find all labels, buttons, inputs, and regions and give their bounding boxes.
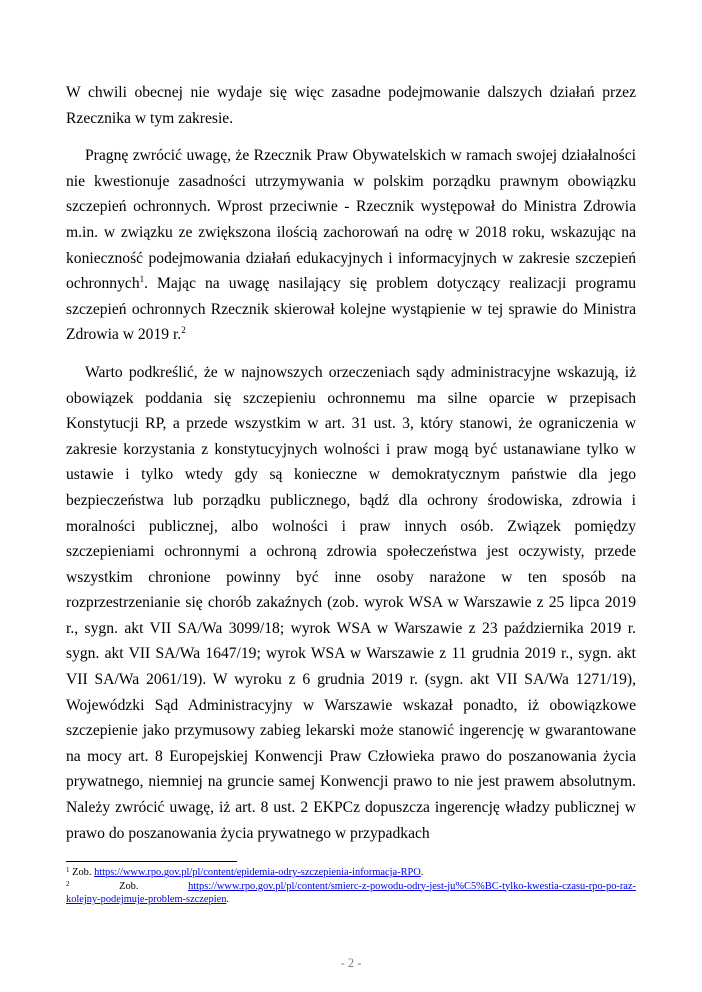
paragraph-2 <box>66 143 636 348</box>
paragraph-2-part-2: . Mając na uwagę nasilający się problem dotyczący realizacji programu szczepień ochronnych Rzecznik skierował kolejne wystąpienie w tej sprawie do Ministra Zdrowia w 2019 r. <box>66 275 636 344</box>
footnote-2-link-part-1[interactable]: https://www.rpo.gov.pl/pl/content/smierc-z-powodu-odry-jest-ju%C5%BC-tylko-kwestia-czasu-rpo-po-raz- <box>188 880 636 892</box>
footnote-1-number: 1 <box>66 866 70 874</box>
footnote-1-link[interactable]: https://www.rpo.gov.pl/pl/content/epidemia-odry-szczepienia-informacja-RPO <box>94 867 421 878</box>
footnote-2-prefix: Zob. <box>119 880 139 892</box>
footnote-separator <box>66 861 237 862</box>
body-text <box>66 80 636 858</box>
footnote-1 <box>66 866 636 880</box>
footnote-ref-2[interactable]: 2 <box>181 325 186 336</box>
footnote-2-line-1 <box>66 880 636 894</box>
paragraph-3: Warto podkreślić, że w najnowszych orzeczeniach sądy administracyjne wskazują, iż obowiązek poddania się szczepieniu ochronnemu ma silne oparcie w przepisach Konstytucji RP, a przede wszystkim w art. 31 ust. 3, który stanowi, że ograniczenia w zakresie korzystania z konstytucyjnych wolności i praw mogą być ustanawiane tylko w ustawie i tylko wtedy gdy są konieczne w demokratycznym państwie dla jego bezpieczeństwa lub porządku publicznego, bądź dla ochrony środowiska, zdrowia i moralności publicznej, albo wolności i praw innych osób. Związek pomiędzy szczepieniami ochronnymi a ochroną zdrowia społeczeństwa jest oczywisty, przede wszystkim chronione powinny być inne osoby narażone w ten sposób na rozprzestrzenianie się chorób zakaźnych (zob. wyrok WSA w Warszawie z 25 lipca 2019 r., sygn. akt VII SA/Wa 3099/18; wyrok WSA w Warszawie z 23 października 2019 r. sygn. akt VII SA/Wa 1647/19; wyrok WSA w Warszawie z 11 grudnia 2019 r., sygn. akt VII SA/Wa 2061/19). W wyroku z 6 grudnia 2019 r. (sygn. akt VII SA/Wa 1271/19), Wojewódzki Sąd Administracyjny w Warszawie wskazał ponadto, iż obowiązkowe szczepienie jako przymusowy zabieg lekarski może stanowić ingerencję w gwarantowane na mocy art. 8 Europejskiej Konwencji Praw Człowieka prawo do poszanowania życia prywatnego, niemniej na gruncie samej Konwencji prawo to nie jest prawem absolutnym. Należy zwrócić uwagę, iż art. 8 ust. 2 EKPCz dopuszcza ingerencję władzy publicznej w prawo do poszanowania życia prywatnego w przypadkach <box>66 363 636 842</box>
footnote-2-number-wrap <box>66 880 70 894</box>
footnote-1-suffix: . <box>420 867 424 878</box>
footnote-2-suffix: . <box>226 894 230 905</box>
footnote-2-number: 2 <box>66 879 70 888</box>
footnotes <box>66 866 636 907</box>
footnote-2-line-2 <box>66 893 636 907</box>
footnote-ref-1[interactable]: 1 <box>139 274 145 285</box>
footnote-2-link-part-2[interactable]: kolejny-podejmuje-problem-szczepien <box>66 894 227 905</box>
footnote-1-prefix: Zob. <box>72 867 92 878</box>
paragraph-1: W chwili obecnej nie wydaje się więc zasadne podejmowanie dalszych działań przez Rzecznika w tym zakresie. <box>66 84 636 127</box>
page-number: - 2 - <box>340 956 362 970</box>
footnote-2 <box>66 880 636 907</box>
paragraph-2-part-1: Pragnę zwrócić uwagę, że Rzecznik Praw Obywatelskich w ramach swojej działalności nie kwestionuje zasadności utrzymywania w polskim porządku prawnym obowiązku szczepień ochronnych. Wprost przeciwnie - Rzecznik występował do Ministra Zdrowia m.in. w związku ze zwiększona ilością zachorowań na odrę w 2018 roku, wskazując na konieczność podejmowania działań edukacyjnych i informacyjnych w zakresie szczepień ochronnych <box>66 147 636 293</box>
